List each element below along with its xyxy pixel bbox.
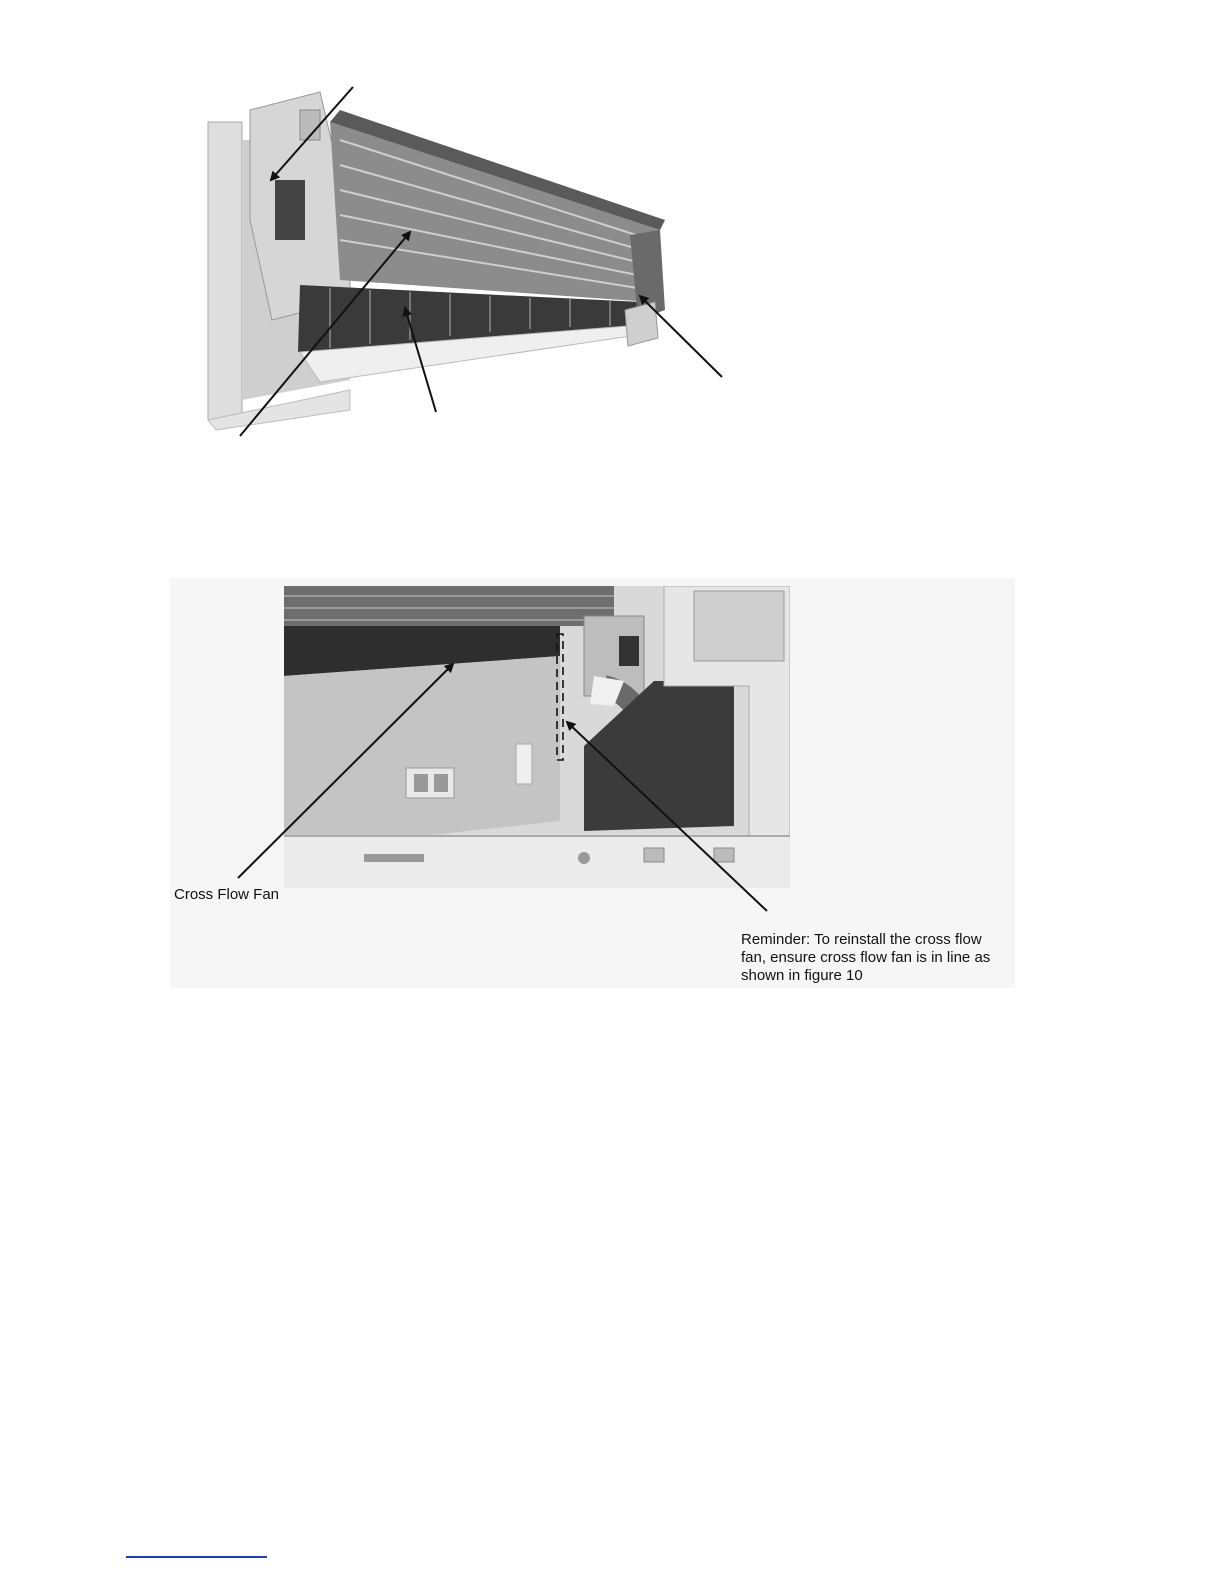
fan-alignment-photo — [284, 586, 790, 888]
indoor-unit-illustration — [180, 70, 740, 450]
reminder-line-2: fan, ensure cross flow fan is in line as — [741, 949, 991, 966]
footer-link-underline[interactable] — [126, 1556, 267, 1558]
cross-flow-fan-label: Cross Flow Fan — [174, 886, 280, 903]
reminder-line-1: Reminder: To reinstall the cross flow — [741, 931, 982, 948]
reminder-line-3: shown in figure 10 — [741, 967, 863, 984]
indoor-unit-photo — [180, 70, 740, 450]
fan-alignment-illustration — [284, 586, 790, 888]
reminder-note — [741, 931, 1031, 985]
